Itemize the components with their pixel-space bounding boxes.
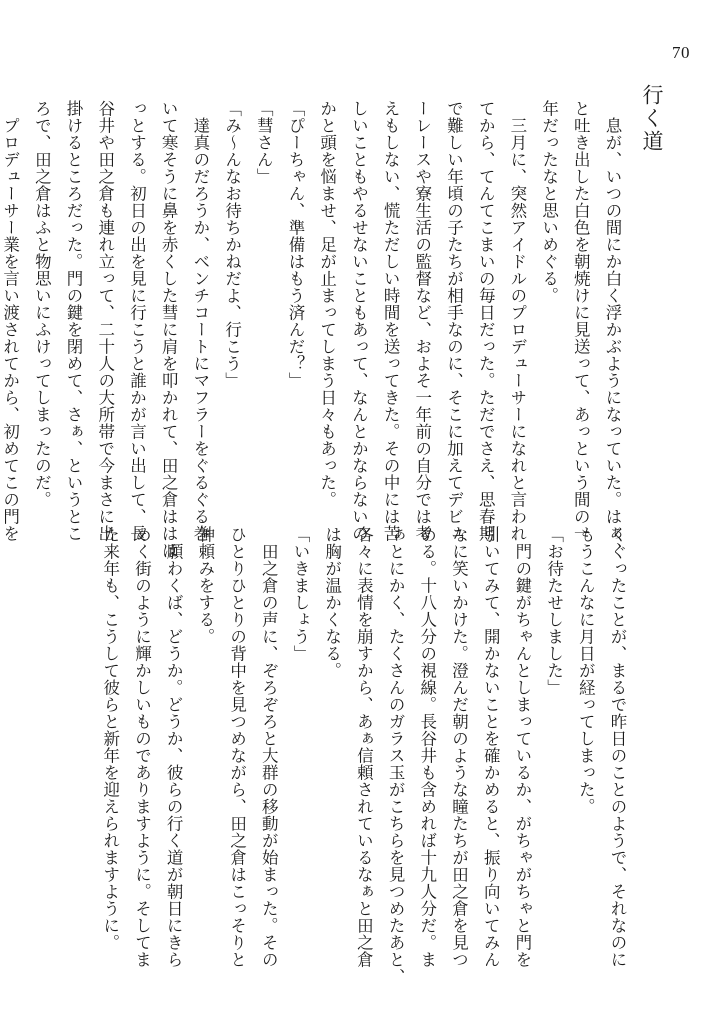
text-line: ひとりひとりの背中を見つめながら、田之倉はこっそりと <box>227 526 247 968</box>
text-line: 「み～んなお待ちかねだよ、行こう」 <box>222 100 242 389</box>
text-line: 三月に、突然アイドルのプロデューサーになれと言われ <box>507 100 527 542</box>
text-line: 各々に表情を崩すから、あぁ信頼されているなぁと田之倉 <box>354 526 374 968</box>
text-line: くぐったことが、まるで昨日のことのようで、それなのに <box>608 526 627 968</box>
text-line: 田之倉の声に、ぞろぞろと大群の移動が始まった。その <box>259 526 279 968</box>
body-text-upper <box>0 100 628 559</box>
text-line: いて寒そうに鼻を赤くした彗に肩を叩かれて、田之倉ははは <box>159 100 179 559</box>
text-line: プロデューサー業を言い渡されてから、初めてこの門を <box>0 100 20 542</box>
text-line: えもしない、慌ただしい時間を送ってきた。その中には苦 <box>381 100 401 542</box>
text-line: と吐き出した白色を朝焼けに見送って、あっという間の一 <box>571 100 591 542</box>
text-line: は胸が温かくなる。 <box>322 526 342 679</box>
text-line: ろで、田之倉はふと物思いにふけってしまったのだ。 <box>32 100 52 508</box>
text-line: 年だったなと思いめぐる。 <box>539 100 559 304</box>
text-line: かと頭を悩ませ、足が止まってしまう日々もあった。 <box>317 100 337 508</box>
text-line: 谷井や田之倉も連れ立って、二十人の大所帯で今まさに出 <box>95 100 115 542</box>
text-line: 掛けるところだった。門の鍵を閉めて、さぁ、というとこ <box>64 100 84 542</box>
text-line: 「いきましょう」 <box>290 526 310 662</box>
text-line: 「彗さん」 <box>254 100 274 185</box>
text-line: っとする。初日の出を見に行こうと誰かが言い出して、長 <box>127 100 147 542</box>
text-line: なに笑いかけた。澄んだ朝のような瞳たちが田之倉を見つ <box>449 526 469 968</box>
text-line: める。十八人分の視線。長谷井も含めれば十九人分だ。ま <box>417 526 437 968</box>
text-line: で難しい年頃の子たちが相手なのに、そこに加えてデビュ <box>444 100 464 542</box>
text-line: めく街のように輝かしいものでありますように。そしてま <box>132 526 152 968</box>
text-line: 門の鍵がちゃんとしまっているか、がちゃがちゃと門を <box>512 526 532 968</box>
text-line: ーレースや寮生活の監督など、およそ一年前の自分では考 <box>412 100 432 542</box>
text-line: た来年も、こうして彼らと新年を迎えられますように。 <box>100 526 120 951</box>
text-line: しいこともやるせないこともあって、なんとかならないの <box>349 100 369 542</box>
text-line: 「お待たせしました」 <box>544 526 564 696</box>
text-line: 達真のだろうか、ベンチコートにマフラーをぐるぐる巻 <box>190 100 210 542</box>
page-number: 70 <box>672 43 690 62</box>
chapter-title: 行く道 <box>640 84 664 153</box>
text-line: てから、てんてこまいの毎日だった。ただでさえ、思春期 <box>476 100 496 542</box>
text-line: 息が、いつの間にか白く浮かぶようになっていた。はぁ、 <box>603 100 622 559</box>
text-line: 神頼みをする。 <box>195 526 215 645</box>
text-line: もうこんなに月日が経ってしまった。 <box>576 526 596 815</box>
text-line: 「ぴーちゃん、準備はもう済んだ？」 <box>285 100 305 389</box>
body-text-lower <box>100 526 633 985</box>
text-line: ぁとにかく、たくさんのガラス玉がこちらを見つめたあと、 <box>386 526 406 985</box>
text-line: 願わくば、どうか。どうか、彼らの行く道が朝日にきら <box>164 526 184 968</box>
text-line: 引いてみて、開かないことを確かめると、振り向いてみん <box>481 526 501 968</box>
